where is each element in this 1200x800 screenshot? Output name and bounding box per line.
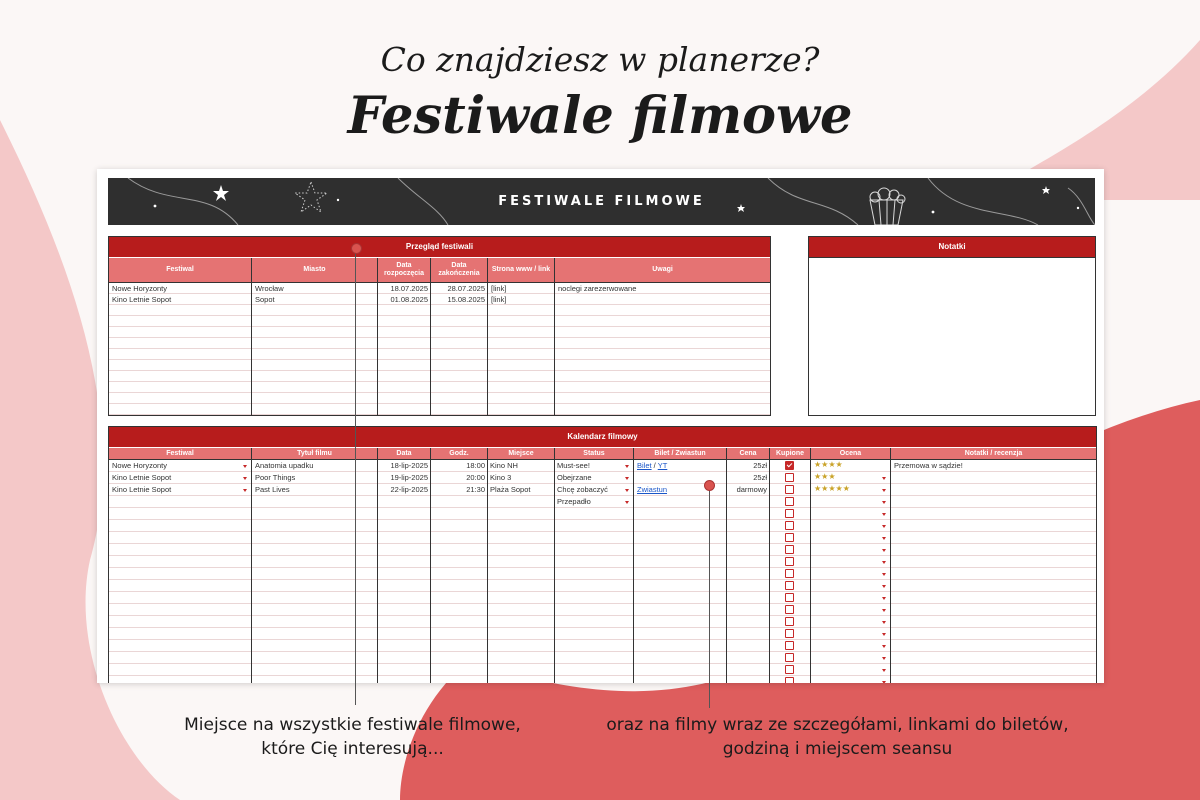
trailer-link[interactable]: Zwiastun bbox=[637, 485, 668, 494]
cell-festiwal[interactable]: Kino Letnie Sopot bbox=[112, 473, 172, 482]
row-divider bbox=[109, 370, 770, 371]
row-divider bbox=[109, 627, 1096, 628]
page-title: Festiwale filmowe bbox=[347, 86, 853, 146]
row-divider bbox=[109, 567, 1096, 568]
cell-cena[interactable]: 25zł bbox=[753, 473, 767, 482]
col-data: Data bbox=[396, 449, 412, 457]
cell-godz[interactable]: 21:30 bbox=[466, 485, 485, 494]
bought-checkbox[interactable] bbox=[785, 617, 794, 626]
film-calendar-table bbox=[108, 426, 1097, 683]
bought-checkbox[interactable] bbox=[785, 629, 794, 638]
bought-checkbox[interactable] bbox=[785, 569, 794, 578]
row-divider bbox=[109, 348, 770, 349]
cell-status[interactable]: Obejrzane bbox=[557, 473, 592, 482]
col-strona-www: Strona www / link bbox=[491, 266, 551, 273]
row-divider bbox=[109, 591, 1096, 592]
cell-link[interactable]: [link] bbox=[491, 295, 507, 304]
callout-line-left bbox=[355, 248, 356, 705]
cell-data[interactable]: 19-lip-2025 bbox=[390, 473, 428, 482]
row-divider bbox=[109, 675, 1096, 676]
row-divider bbox=[109, 531, 1096, 532]
cell-miasto[interactable]: Sopot bbox=[255, 295, 275, 304]
row-divider bbox=[109, 315, 770, 316]
col-tytul: Tytuł filmu bbox=[297, 449, 332, 457]
cell-festiwal[interactable]: Kino Letnie Sopot bbox=[112, 485, 172, 494]
cell-notatki[interactable]: Przemowa w sądzie! bbox=[894, 461, 963, 470]
cell-godz[interactable]: 18:00 bbox=[466, 461, 485, 470]
row-divider bbox=[109, 392, 770, 393]
caption-right: oraz na filmy wraz ze szczegółami, linkami do biletów, godziną i miejscem seansu bbox=[606, 715, 1069, 759]
caption-left: Miejsce na wszystkie festiwale filmowe, które Cię interesują... bbox=[184, 715, 521, 759]
row-divider bbox=[109, 507, 1096, 508]
ticket-link[interactable]: Bilet bbox=[637, 461, 652, 470]
bought-checkbox[interactable] bbox=[785, 545, 794, 554]
dropdown-arrow-icon[interactable] bbox=[882, 621, 886, 624]
col-festiwal: Festiwal bbox=[166, 266, 194, 273]
dropdown-arrow-icon[interactable] bbox=[882, 585, 886, 588]
page-subtitle: Co znajdziesz w planerze? bbox=[380, 40, 820, 79]
cell-miejsce[interactable]: Plaża Sopot bbox=[490, 485, 531, 494]
cell-data-rozpoczecia[interactable]: 18.07.2025 bbox=[390, 284, 428, 293]
cell-miejsce[interactable]: Kino NH bbox=[490, 461, 518, 470]
cell-link[interactable]: [link] bbox=[491, 284, 507, 293]
dropdown-arrow-icon[interactable] bbox=[625, 489, 629, 492]
dropdown-arrow-icon[interactable] bbox=[625, 501, 629, 504]
cell-data-rozpoczecia[interactable]: 01.08.2025 bbox=[390, 295, 428, 304]
col-status: Status bbox=[583, 449, 605, 457]
row-divider bbox=[109, 579, 1096, 580]
bought-checkbox[interactable] bbox=[785, 509, 794, 518]
dropdown-arrow-icon[interactable] bbox=[882, 549, 886, 552]
festival-overview-table bbox=[108, 236, 771, 416]
row-divider bbox=[109, 651, 1096, 652]
row-divider bbox=[109, 381, 770, 382]
col-kupione: Kupione bbox=[776, 449, 804, 457]
row-divider bbox=[109, 337, 770, 338]
bought-checkbox[interactable] bbox=[785, 473, 794, 482]
spreadsheet-preview bbox=[97, 169, 1104, 683]
col-uwagi: Uwagi bbox=[652, 266, 673, 273]
row-divider bbox=[109, 326, 770, 327]
dropdown-arrow-icon[interactable] bbox=[882, 513, 886, 516]
cell-festiwal[interactable]: Nowe Horyzonty bbox=[112, 284, 168, 293]
bought-checkbox[interactable] bbox=[785, 593, 794, 602]
dropdown-arrow-icon[interactable] bbox=[625, 477, 629, 480]
trailer-link[interactable]: YT bbox=[657, 461, 668, 470]
dropdown-arrow-icon[interactable] bbox=[243, 477, 247, 480]
overview-title: Przegląd festiwali bbox=[109, 237, 770, 257]
rating-stars[interactable]: ★★★★ bbox=[814, 460, 843, 469]
cell-tytul[interactable]: Poor Things bbox=[255, 473, 296, 482]
cell-data[interactable]: 18-lip-2025 bbox=[390, 461, 428, 470]
cell-cena[interactable]: darmowy bbox=[736, 485, 767, 494]
dropdown-arrow-icon[interactable] bbox=[882, 477, 886, 480]
col-data-rozpoczecia: Data rozpoczęcia bbox=[383, 262, 425, 277]
row-divider bbox=[109, 403, 770, 404]
dropdown-arrow-icon[interactable] bbox=[882, 525, 886, 528]
dropdown-arrow-icon[interactable] bbox=[882, 681, 886, 683]
dropdown-arrow-icon[interactable] bbox=[882, 597, 886, 600]
col-godz: Godz. bbox=[449, 449, 469, 457]
bought-checkbox[interactable] bbox=[785, 521, 794, 530]
row-divider bbox=[109, 603, 1096, 604]
col-miejsce: Miejsce bbox=[508, 449, 534, 457]
dropdown-arrow-icon[interactable] bbox=[882, 645, 886, 648]
cell-festiwal[interactable]: Kino Letnie Sopot bbox=[112, 295, 172, 304]
cell-tytul[interactable]: Past Lives bbox=[255, 485, 290, 494]
calendar-title: Kalendarz filmowy bbox=[109, 427, 1096, 447]
row-divider bbox=[109, 414, 770, 415]
row-divider bbox=[109, 663, 1096, 664]
bought-checkbox[interactable] bbox=[785, 641, 794, 650]
col-notatki: Notatki / recenzja bbox=[964, 449, 1023, 457]
dropdown-arrow-icon[interactable] bbox=[882, 573, 886, 576]
cell-data-zakonczenia[interactable]: 15.08.2025 bbox=[447, 295, 485, 304]
dropdown-arrow-icon[interactable] bbox=[882, 489, 886, 492]
col-bilet: Bilet / Zwiastun bbox=[654, 449, 706, 457]
cell-tytul[interactable]: Anatomia upadku bbox=[255, 461, 314, 470]
col-miasto: Miasto bbox=[303, 266, 326, 273]
dropdown-arrow-icon[interactable] bbox=[882, 669, 886, 672]
col-ocena: Ocena bbox=[839, 449, 862, 457]
dropdown-arrow-icon[interactable] bbox=[243, 489, 247, 492]
cell-uwagi[interactable]: noclegi zarezerwowane bbox=[558, 284, 637, 293]
overview-header-row bbox=[109, 258, 770, 282]
bought-checkbox[interactable] bbox=[785, 605, 794, 614]
row-divider bbox=[109, 555, 1096, 556]
col-cena: Cena bbox=[739, 449, 757, 457]
row-divider bbox=[109, 639, 1096, 640]
callout-dot-right bbox=[704, 480, 715, 491]
banner-title: FESTIWALE FILMOWE bbox=[498, 194, 705, 209]
sheet-banner bbox=[108, 178, 1095, 225]
cell-status[interactable]: Chcę zobaczyć bbox=[557, 485, 608, 494]
row-divider bbox=[109, 543, 1096, 544]
row-divider bbox=[109, 519, 1096, 520]
dropdown-arrow-icon[interactable] bbox=[882, 561, 886, 564]
col-festiwal: Festiwal bbox=[166, 449, 194, 457]
link-separator: / bbox=[651, 461, 658, 470]
cell-bilet[interactable] bbox=[637, 460, 667, 471]
dropdown-arrow-icon[interactable] bbox=[882, 657, 886, 660]
row-divider bbox=[109, 615, 1096, 616]
bought-checkbox[interactable] bbox=[785, 653, 794, 662]
dropdown-arrow-icon[interactable] bbox=[625, 465, 629, 468]
cell-data-zakonczenia[interactable]: 28.07.2025 bbox=[447, 284, 485, 293]
bought-checkbox[interactable] bbox=[785, 533, 794, 542]
row-divider bbox=[109, 359, 770, 360]
cell-miejsce[interactable]: Kino 3 bbox=[490, 473, 512, 482]
bought-checkbox[interactable] bbox=[785, 557, 794, 566]
cell-miasto[interactable]: Wrocław bbox=[255, 284, 284, 293]
dropdown-arrow-icon[interactable] bbox=[882, 537, 886, 540]
callout-line-right bbox=[709, 486, 710, 708]
col-data-zakonczenia: Data zakończenia bbox=[438, 262, 480, 277]
rating-stars[interactable]: ★★★★★ bbox=[814, 484, 850, 493]
bought-checkbox[interactable] bbox=[785, 461, 794, 470]
cell-data[interactable]: 22-lip-2025 bbox=[390, 485, 428, 494]
notes-box[interactable] bbox=[808, 236, 1096, 416]
cell-bilet[interactable] bbox=[637, 484, 667, 495]
calendar-header-row bbox=[109, 448, 1096, 459]
cell-festiwal[interactable]: Nowe Horyzonty bbox=[112, 461, 168, 470]
notes-title: Notatki bbox=[809, 237, 1095, 257]
dropdown-arrow-icon[interactable] bbox=[882, 633, 886, 636]
cell-status[interactable]: Przepadło bbox=[557, 497, 591, 506]
dropdown-arrow-icon[interactable] bbox=[243, 465, 247, 468]
cell-status[interactable]: Must-see! bbox=[557, 461, 590, 470]
bought-checkbox[interactable] bbox=[785, 497, 794, 506]
dropdown-arrow-icon[interactable] bbox=[882, 609, 886, 612]
bought-checkbox[interactable] bbox=[785, 665, 794, 674]
bought-checkbox[interactable] bbox=[785, 485, 794, 494]
cell-godz[interactable]: 20:00 bbox=[466, 473, 485, 482]
bought-checkbox[interactable] bbox=[785, 581, 794, 590]
callout-dot-left bbox=[351, 243, 362, 254]
row-divider bbox=[109, 495, 1096, 496]
rating-stars[interactable]: ★★★ bbox=[814, 472, 836, 481]
dropdown-arrow-icon[interactable] bbox=[882, 501, 886, 504]
cell-cena[interactable]: 25zł bbox=[753, 461, 767, 470]
bought-checkbox[interactable] bbox=[785, 677, 794, 683]
